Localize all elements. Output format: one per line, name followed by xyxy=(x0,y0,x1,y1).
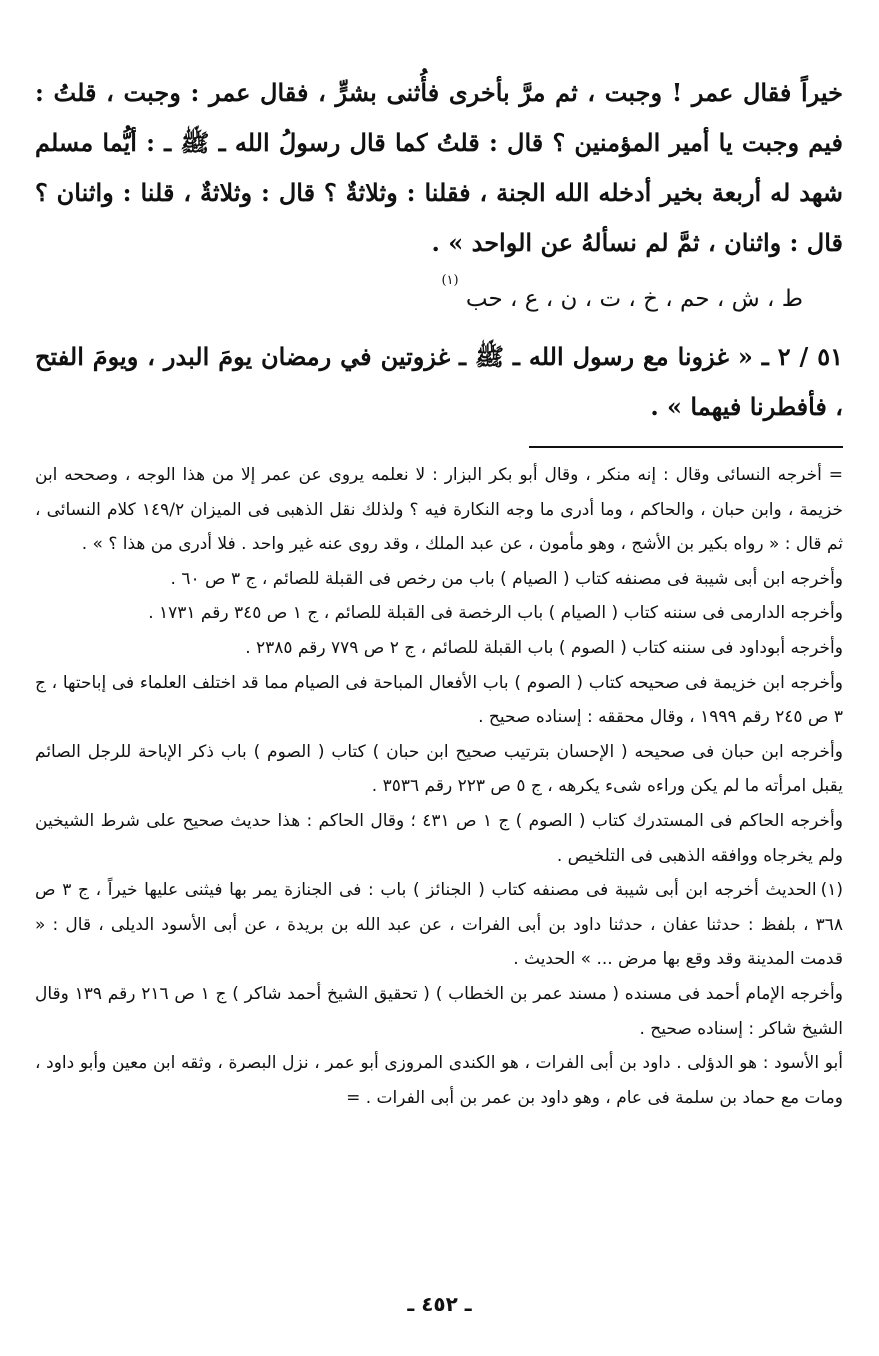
footnote-reference: (١) xyxy=(441,273,459,288)
footnote-paragraph: وأخرجه أبوداود فى سننه كتاب ( الصوم ) باب القبلة للصائم ، ج ٢ ص ٧٧٩ رقم ٢٣٨٥ . xyxy=(245,637,843,658)
footnote-paragraph: وأخرجه ابن أبى شيبة فى مصنفه كتاب ( الصيام ) باب من رخص فى القبلة للصائم ، ج ٣ ص ٦٠ . xyxy=(170,568,843,589)
footnote-paragraph: وأخرجه ابن حبان فى صحيحه ( الإحسان بترتيب صحيح ابن حبان ) كتاب ( الصوم ) باب ذكر الإباحة للرجل الصائم يقبل امرأته ما لم يكن وراءه شىء يكرهه ، ج ٥ ص ٢٢٣ رقم ٣٥٣٦ . xyxy=(35,741,843,797)
footnote-paragraph: = أخرجه النسائى وقال : إنه منكر ، وقال أبو بكر البزار : لا نعلمه يروى عن عمر إلا من هذا الوجه ، وصححه ابن خزيمة ، وابن حبان ، والحاكم ، وما أدرى ما وجه النكارة فيه ؟ ولذلك نقل الذهبى فى الميزان ١٤٩/٢ كلام النسائى ، ثم قال : « رواه بكير بن الأشج ، وهو مأمون ، عن عبد الملك ، وقد روى عنه غير واحد . فلا أدرى من هذا ؟ » . xyxy=(35,465,843,555)
footnote-1-text: الحديث أخرجه ابن أبى شيبة فى مصنفه كتاب ( الجنائز ) باب : فى الجنازة يمر بها فيثنى عليها خيراً ، ج ٣ ص ٣٦٨ ، بلفظ : حدثنا عفان ، حدثنا داود بن أبى الفرات ، عن عبد الله بن بريدة ، عن أبى الأسود الديلى ، قال : « قدمت المدينة وقد وقع بها مرض ... » الحديث . xyxy=(35,880,843,970)
footnote-paragraph: وأخرجه الدارمى فى سننه كتاب ( الصيام ) باب الرخصة فى القبلة للصائم ، ج ١ ص ٣٤٥ رقم ١٧٣١ . xyxy=(148,603,843,624)
hadith-text-paragraph: خيراً فقال عمر ! وجبت ، ثم مرَّ بأخرى فأُثنى بشرٍّ ، فقال عمر : وجبت ، قلتُ : فيم وجبت يا أمير المؤمنين ؟ قال : قلتُ كما قال رسولُ الله ـ ﷺ ـ : أيُّما مسلم شهد له أربعة بخير أدخله الله الجنة ، فقلنا : وثلاثةٌ ؟ قال : وثلاثةٌ ، قلنا : واثنان ؟ قال : واثنان ، ثمَّ لم نسألهُ عن الواحد » . xyxy=(35,78,843,257)
hadith-51: ٥١ / ٢ ـ « غزونا مع رسول الله ـ ﷺ ـ غزوتين في رمضان يومَ البدر ، ويومَ الفتح ، فأفطرنا فيهما » . xyxy=(35,342,843,421)
footnote-paragraph: وأخرجه الحاكم فى المستدرك كتاب ( الصوم ) ج ١ ص ٤٣١ ؛ وقال الحاكم : هذا حديث صحيح على شرط الشيخين ولم يخرجاه ووافقه الذهبى فى التلخيص . xyxy=(35,810,843,866)
footnote-paragraph: أبو الأسود : هو الدؤلى . داود بن أبى الفرات ، هو الكندى المروزى أبو عمر ، نزل البصرة ، وثقه ابن معين وأبو داود ، ومات مع حماد بن سلمة فى عام ، وهو داود بن عمر بن أبى الفرات . = xyxy=(35,1053,843,1108)
footnote-paragraph: وأخرجه ابن خزيمة فى صحيحه كتاب ( الصوم ) باب الأفعال المباحة فى الصيام مما قد اختلف العلماء فى إباحتها ، ج ٣ ص ٢٤٥ رقم ١٩٩٩ ، وقال محققه : إسناده صحيح . xyxy=(35,672,843,728)
page-number: ـ ٤٥٢ ـ xyxy=(407,1292,472,1316)
main-text xyxy=(35,68,843,432)
footnote-paragraph: وأخرجه الإمام أحمد فى مسنده ( مسند عمر بن الخطاب ) ( تحقيق الشيخ أحمد شاكر ) ج ١ ص ٢١٦ رقم ١٣٩ وقال الشيخ شاكر : إسناده صحيح . xyxy=(35,983,843,1039)
source-sigla: ط ، ش ، حم ، خ ، ت ، ن ، ع ، حب xyxy=(465,286,803,312)
footnote-mark: (١) xyxy=(820,880,843,901)
footnote-divider xyxy=(529,446,843,448)
footnotes xyxy=(35,458,843,1115)
source-sigla-line xyxy=(35,274,843,324)
footnote-1 xyxy=(35,873,843,977)
